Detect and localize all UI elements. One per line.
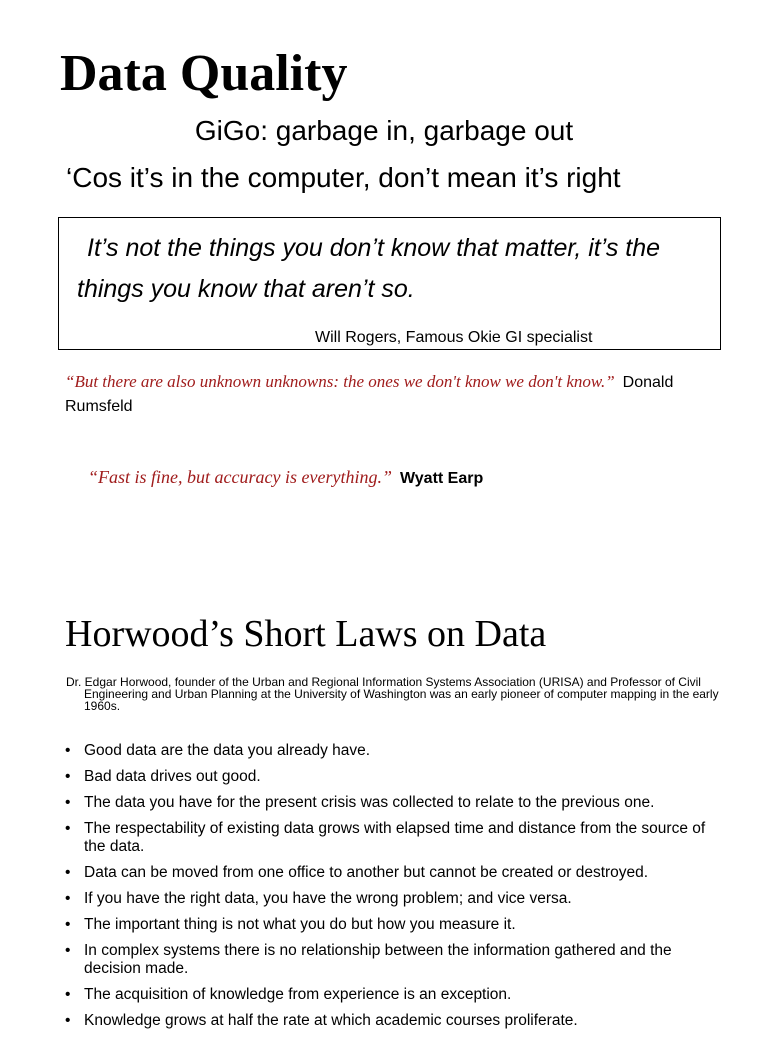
- earp-quote-text: “Fast is fine, but accuracy is everything.”: [88, 467, 392, 487]
- law-text: Knowledge grows at half the rate at which academic courses proliferate.: [84, 1012, 578, 1029]
- rumsfeld-quote: [65, 370, 685, 418]
- quote-attribution: Will Rogers, Famous Okie GI specialist: [315, 329, 593, 346]
- page-title: Data Quality: [60, 45, 348, 102]
- bullet-icon: •: [65, 890, 71, 907]
- laws-list: [65, 742, 715, 1038]
- list-item: [65, 820, 715, 856]
- law-text: In complex systems there is no relationship between the information gathered and the decision made.: [84, 942, 672, 977]
- law-text: The data you have for the present crisis was collected to relate to the previous one.: [84, 794, 655, 811]
- bullet-icon: •: [65, 942, 71, 959]
- list-item: [65, 986, 715, 1004]
- quote-box: [58, 217, 721, 350]
- law-text: The acquisition of knowledge from experience is an exception.: [84, 986, 512, 1003]
- bullet-icon: •: [65, 986, 71, 1003]
- list-item: [65, 942, 715, 978]
- bullet-icon: •: [65, 768, 71, 785]
- subtitle-computer: ‘Cos it’s in the computer, don’t mean it’s right: [66, 162, 621, 193]
- bullet-icon: •: [65, 794, 71, 811]
- earp-author: Wyatt Earp: [399, 470, 484, 487]
- law-text: Good data are the data you already have.: [84, 742, 371, 759]
- law-text: The important thing is not what you do but how you measure it.: [84, 916, 516, 933]
- list-item: [65, 794, 715, 812]
- law-text: If you have the right data, you have the wrong problem; and vice versa.: [84, 890, 572, 907]
- earp-quote: [88, 466, 483, 490]
- list-item: [65, 742, 715, 760]
- list-item: [65, 768, 715, 786]
- quote-text: It’s not the things you don’t know that matter, it’s the things you know that aren’t so.: [77, 234, 661, 303]
- law-text: The respectability of existing data grows with elapsed time and distance from the source of the data.: [84, 820, 706, 855]
- subtitle-gigo: GiGo: garbage in, garbage out: [194, 115, 574, 146]
- bullet-icon: •: [65, 820, 71, 837]
- bullet-icon: •: [65, 864, 71, 881]
- rumsfeld-author: Donald Rumsfeld: [65, 374, 674, 415]
- law-text: Data can be moved from one office to another but cannot be created or destroyed.: [84, 864, 649, 881]
- law-text: Bad data drives out good.: [84, 768, 261, 785]
- list-item: [65, 864, 715, 882]
- list-item: [65, 916, 715, 934]
- bullet-icon: •: [65, 742, 71, 759]
- list-item: [65, 890, 715, 908]
- intro-paragraph: Dr. Edgar Horwood, founder of the Urban and Regional Information Systems Association (URISA) and Professor of Civil Engineering and Urban Planning at the University of Washington was an early pioneer of computer mapping in the early 1960s.: [66, 675, 719, 713]
- bullet-icon: •: [65, 916, 71, 933]
- bullet-icon: •: [65, 1012, 71, 1029]
- list-item: [65, 1012, 715, 1030]
- rumsfeld-quote-text: “But there are also unknown unknowns: the ones we don't know we don't know.”: [65, 372, 615, 391]
- laws-heading: Horwood’s Short Laws on Data: [65, 613, 547, 655]
